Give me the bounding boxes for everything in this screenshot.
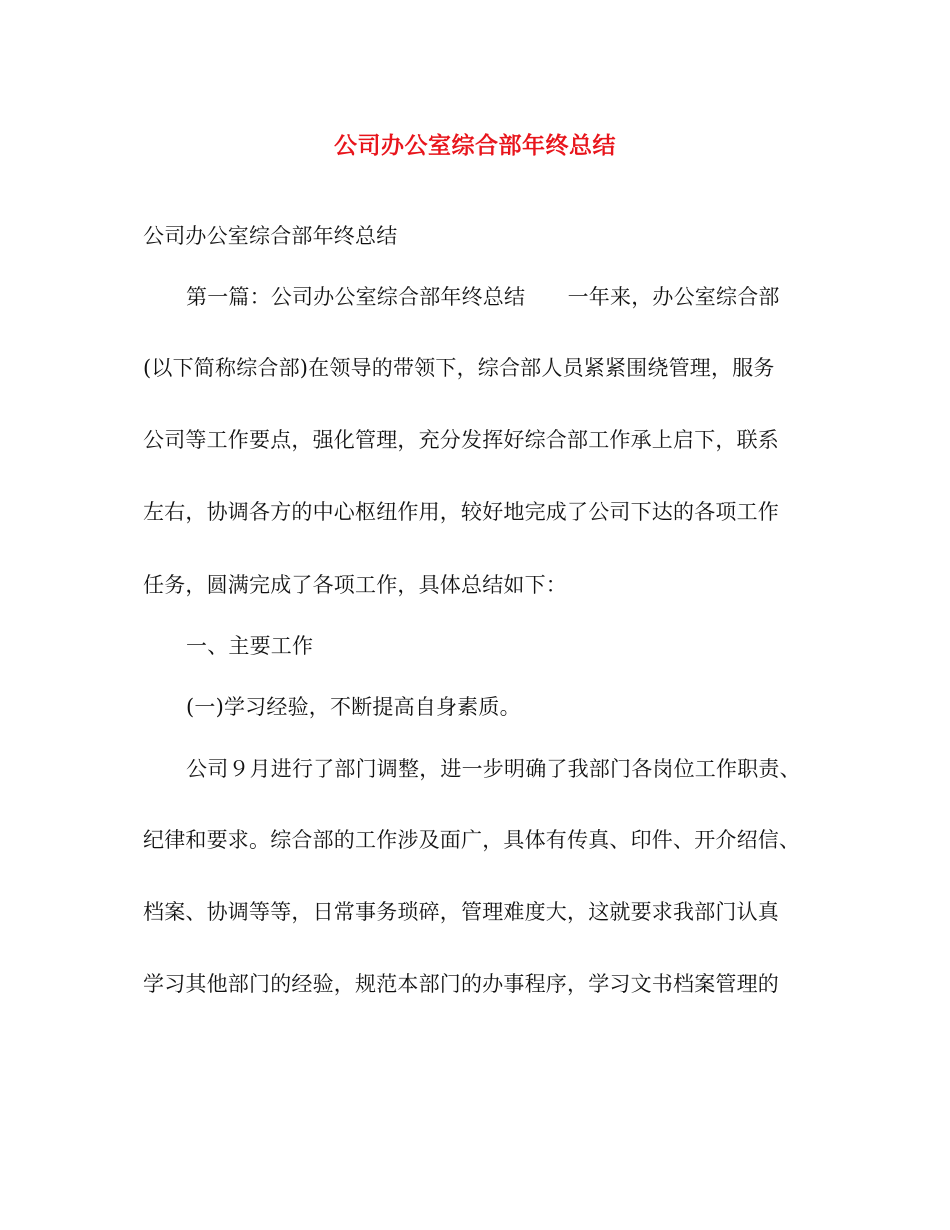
text-line-7: 一、主要工作 (186, 634, 314, 658)
text-line-1: 公司办公室综合部年终总结 (143, 224, 398, 248)
text-line-8: (一)学习经验，不断提高自身素质。 (186, 695, 521, 719)
text-line-3: (以下简称综合部)在领导的带领下，综合部人员紧紧围绕管理，服务 (143, 356, 775, 380)
text-line-9: 公司９月进行了部门调整，进一步明确了我部门各岗位工作职责、 (186, 757, 801, 781)
document-title: 公司办公室综合部年终总结 (334, 132, 616, 159)
text-line-6: 任务，圆满完成了各项工作，具体总结如下： (143, 573, 567, 597)
text-line-10: 纪律和要求。综合部的工作涉及面广，具体有传真、印件、开介绍信、 (143, 828, 801, 852)
text-line-12: 学习其他部门的经验，规范本部门的办事程序，学习文书档案管理的 (143, 972, 779, 996)
text-line-4: 公司等工作要点，强化管理，充分发挥好综合部工作承上启下，联系 (143, 428, 779, 452)
text-line-11: 档案、协调等等，日常事务琐碎，管理难度大，这就要求我部门认真 (143, 900, 779, 924)
text-line-2: 第一篇：公司办公室综合部年终总结 一年来，办公室综合部 (186, 285, 780, 309)
text-line-5: 左右，协调各方的中心枢纽作用，较好地完成了公司下达的各项工作 (143, 500, 779, 524)
